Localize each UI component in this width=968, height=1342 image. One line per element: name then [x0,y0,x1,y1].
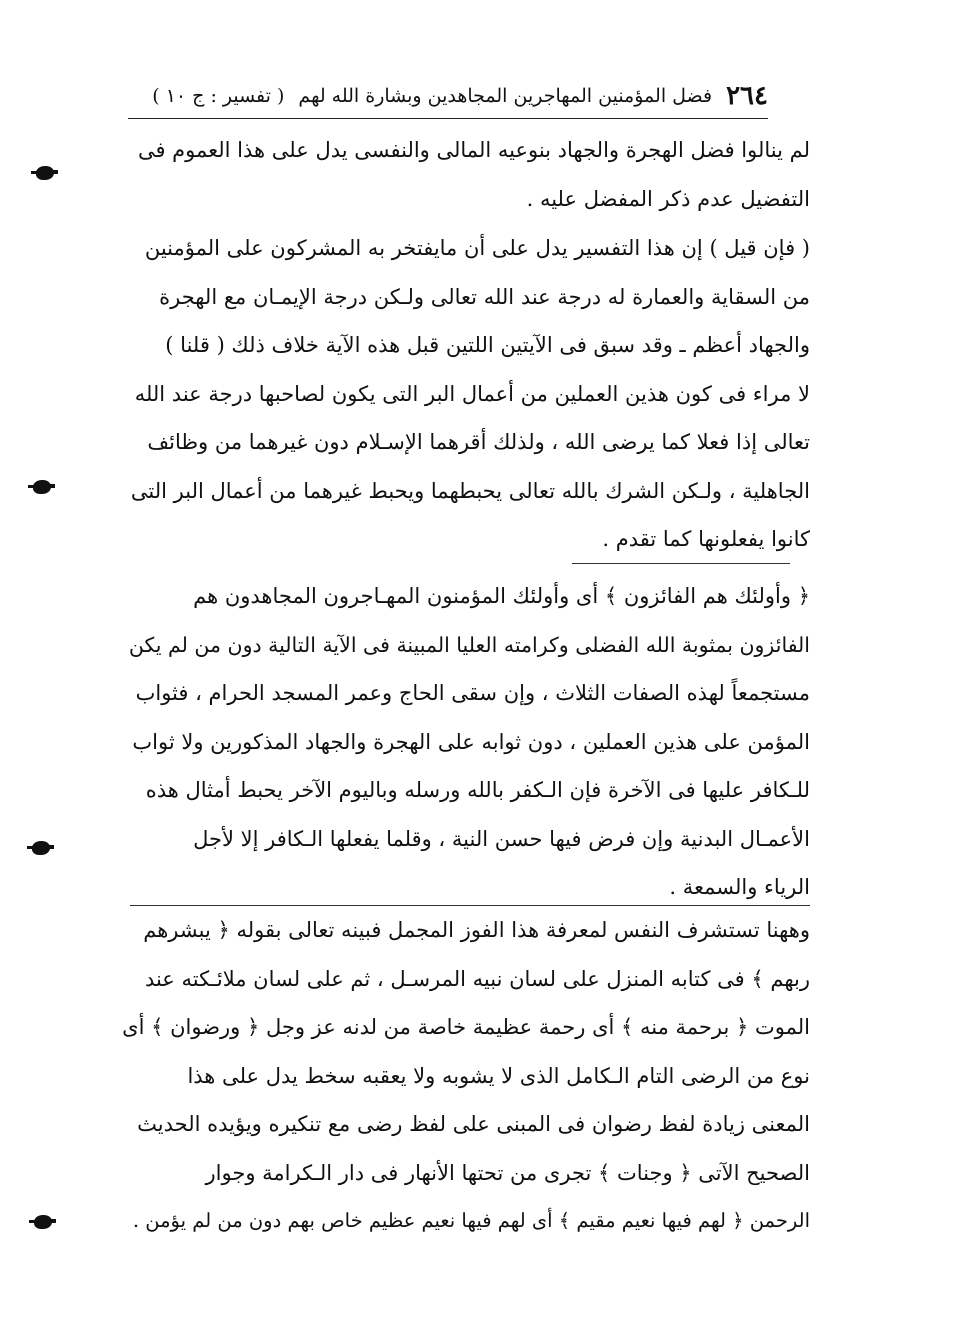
text-line: الموت ﴿ برحمة منه ﴾ أى رحمة عظيمة خاصة من لدنه عز وجل ﴿ ورضوان ﴾ أى [122,1015,810,1039]
separator-line [572,563,790,564]
paragraph-3 [120,572,810,912]
text-line: ربهم ﴾ فى كتابه المنزل على لسان نبيه المرسـل ، ثم على لسان ملائـكته عند [144,966,810,991]
text-line: التفضيل عدم ذكر المفضل عليه . [526,186,810,211]
text-line: الفائزون بمثوبة الله الفضلى وكرامته العليا المبينة فى الآية التالية دون من لم يكن [128,632,810,657]
page-number: ٢٦٤ [726,81,768,111]
binding-hole-mark [34,1215,52,1229]
text-line: المؤمن على هذين العملين ، دون ثوابه على الهجرة والجهاد المذكورين ولا ثواب [132,729,810,754]
text-line: الصحيح الآتى ﴿ وجنات ﴾ تجرى من تحتها الأنهار فى دار الـكرامة وجوار [205,1160,810,1185]
text-line: الرياء والسمعة . [669,875,810,899]
text-line: ﴿ وأولئك هم الفائزون ﴾ أى وأولئك المؤمنون المهـاجرون المجاهدون هم [193,584,810,608]
text-line: مستجمعاً لهذه الصفات الثلاث ، وإن سقى الحاج وعمر المسجد الحرام ، فثواب [135,681,810,705]
paragraph-1 [120,126,810,223]
running-title: فضل المؤمنين المهاجرين المجاهدين وبشارة الله لهم [298,85,713,107]
text-line: نوع من الرضى التام الـكامل الذى لا يشوبه ولا يعقبه سخط يدل على هذا [187,1063,810,1088]
paragraph-4 [120,906,810,1246]
text-line: الجاهلية ، ولـكن الشرك بالله تعالى يحبطهما ويحبط غيرهما من أعمال البر التى [130,478,810,503]
text-line: والجهاد أعظم ـ وقد سبق فى الآيتين اللتين قبل هذه الآية خلاف ذلك ( قلنا ) [165,333,810,357]
text-line: كانوا يفعلونها كما تقدم . [602,527,810,551]
text-line: لا مراء فى كون هذين العملين من أعمال البر التى يكون لصاحبها درجة عند الله [134,381,810,406]
text-line: الأعمـال البدنية وإن فرض فيها حسن النية ، وقلما يفعلها الـكافر إلا لأجل [193,826,810,851]
binding-hole-mark [36,166,54,180]
text-line: لم ينالوا فضل الهجرة والجهاد بنوعيه المالى والنفسى يدل على هذا العموم فى [137,138,810,162]
text-line: ( فإن قيل ) إن هذا التفسير يدل على أن مايفتخر به المشركون على المؤمنين [144,236,810,260]
text-line: من السقاية والعمارة له درجة عند الله تعالى ولـكن درجة الإيمـان مع الهجرة [159,284,810,309]
text-line: للـكافر عليها فى الآخرة فإن الـكفر بالله ورسله وباليوم الآخر يحبط أمثال هذه [145,778,810,802]
volume-reference: ( تفسير : ج ١٠ ) [152,85,285,107]
text-line: وههنا تستشرف النفس لمعرفة هذا الفوز المجمل فبينه تعالى بقوله ﴿ يبشرهم [143,918,810,942]
text-line: الرحمن ﴿ لهم فيها نعيم مقيم ﴾ أى لهم فيها نعيم عظيم خاص بهم دون من لم يؤمن . [132,1209,810,1232]
paragraph-2 [120,224,810,564]
binding-hole-mark [32,841,50,855]
page-header [128,74,768,119]
text-line: المعنى زيادة لفظ رضوان فى المبنى على لفظ رضى مع تنكيره ويؤيده الحديث [137,1112,810,1136]
binding-hole-mark [33,480,51,494]
text-line: تعالى إذا فعلا كما يرضى الله ، ولذلك أقرهما الإسـلام دون غيرهما من وظائف [147,430,810,454]
